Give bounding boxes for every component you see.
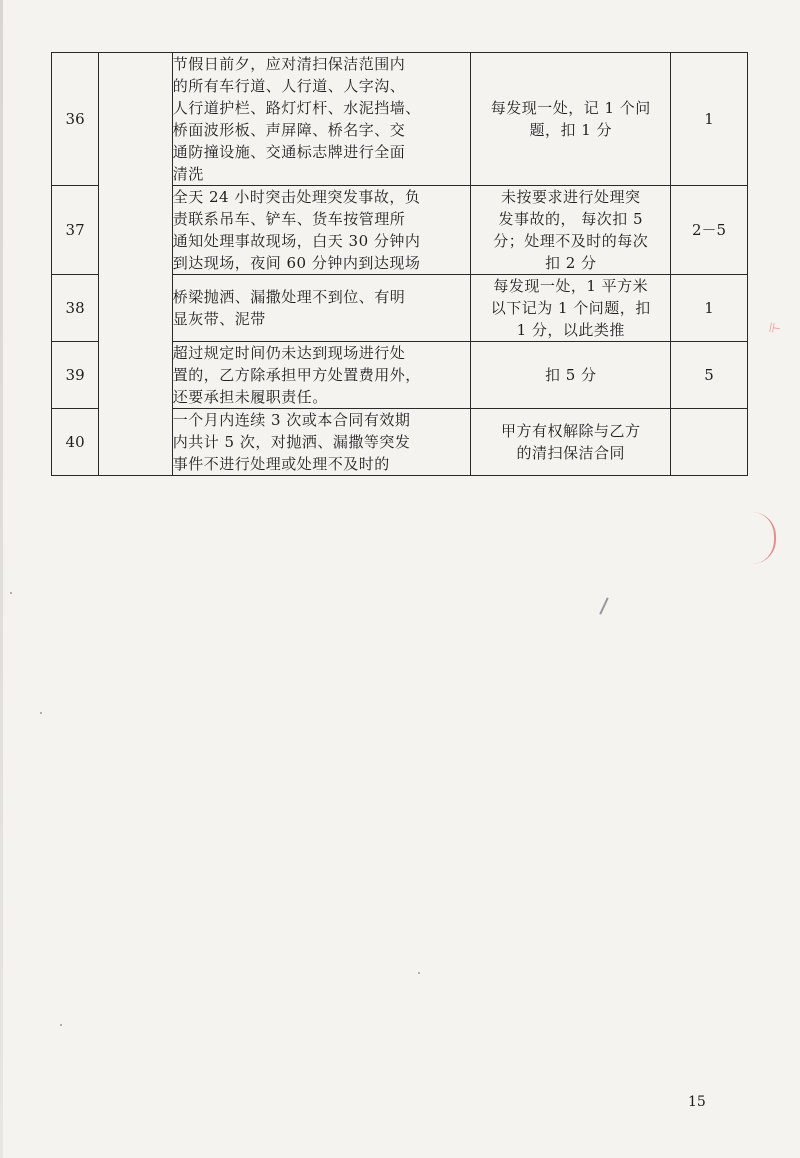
seal-fragment: 〒	[766, 319, 786, 337]
row-number: 38	[52, 275, 99, 342]
score-cell	[671, 409, 748, 476]
standard-line: 1 分，以此类推	[516, 321, 625, 339]
category-cell	[99, 53, 173, 476]
score-cell: 5	[671, 342, 748, 409]
requirement-line: 节假日前夕，应对清扫保洁范围内	[172, 55, 406, 73]
row-number: 39	[52, 342, 99, 409]
requirement-line: 内共计 5 次，对抛洒、漏撒等突发	[172, 433, 411, 451]
page-number: 15	[688, 1094, 706, 1110]
standard-line: 每发现一处，记 1 个问	[490, 99, 651, 117]
standard-line: 题，扣 1 分	[529, 121, 613, 139]
standard-line: 的清扫保洁合同	[516, 444, 625, 462]
requirement-line: 通知处理事故现场，白天 30 分钟内	[172, 232, 421, 250]
standard-line: 发事故的， 每次扣 5	[498, 210, 644, 228]
requirement-line: 超过规定时间仍未达到现场进行处	[172, 344, 406, 362]
standard-cell	[471, 53, 671, 186]
standard-line: 未按要求进行处理突	[500, 188, 641, 206]
requirement-line: 清洗	[172, 165, 204, 183]
scan-speck	[40, 712, 42, 714]
standard-line: 以下记为 1 个问题，扣	[490, 299, 651, 317]
score-cell: 1	[671, 275, 748, 342]
standard-line: 扣 5 分	[544, 366, 597, 384]
requirement-line: 还要承担未履职责任。	[172, 388, 328, 406]
standard-line: 扣 2 分	[544, 254, 597, 272]
requirement-line: 事件不进行处理或处理不及时的	[172, 455, 390, 473]
requirement-line: 人行道护栏、路灯灯杆、水泥挡墙、	[172, 99, 421, 117]
scan-speck	[418, 972, 420, 974]
requirement-line: 置的，乙方除承担甲方处置费用外，	[172, 366, 421, 384]
requirement-line: 显灰带、泥带	[172, 310, 266, 328]
standard-line: 每发现一处，1 平方米	[493, 277, 649, 295]
seal-arc	[752, 512, 776, 564]
requirement-cell	[172, 275, 471, 342]
scan-speck	[60, 1024, 62, 1026]
standard-line: 甲方有权解除与乙方	[500, 422, 641, 440]
table-row	[52, 53, 748, 186]
scan-speck	[10, 592, 12, 594]
standard-cell	[471, 275, 671, 342]
requirement-line: 全天 24 小时突击处理突发事故，负	[172, 188, 421, 206]
assessment-table	[51, 52, 748, 476]
requirement-cell	[172, 342, 471, 409]
scan-edge	[0, 0, 3, 1158]
requirement-cell	[172, 186, 471, 275]
requirement-cell	[172, 53, 471, 186]
score-cell: 1	[671, 53, 748, 186]
standard-cell	[471, 186, 671, 275]
row-number: 36	[52, 53, 99, 186]
standard-cell	[471, 342, 671, 409]
requirement-line: 一个月内连续 3 次或本合同有效期	[172, 411, 411, 429]
row-number: 37	[52, 186, 99, 275]
pen-mark	[599, 597, 608, 614]
requirement-line: 责联系吊车、铲车、货车按管理所	[172, 210, 406, 228]
requirement-line: 到达现场，夜间 60 分钟内到达现场	[172, 254, 421, 272]
requirement-line: 通防撞设施、交通标志牌进行全面	[172, 143, 406, 161]
score-cell: 2－5	[671, 186, 748, 275]
row-number: 40	[52, 409, 99, 476]
requirement-line: 桥面波形板、声屏障、桥名字、交	[172, 121, 406, 139]
standard-line: 分；处理不及时的每次	[493, 232, 649, 250]
requirement-line: 的所有车行道、人行道、人字沟、	[172, 77, 406, 95]
standard-cell	[471, 409, 671, 476]
requirement-line: 桥梁抛洒、漏撒处理不到位、有明	[172, 288, 406, 306]
requirement-cell	[172, 409, 471, 476]
